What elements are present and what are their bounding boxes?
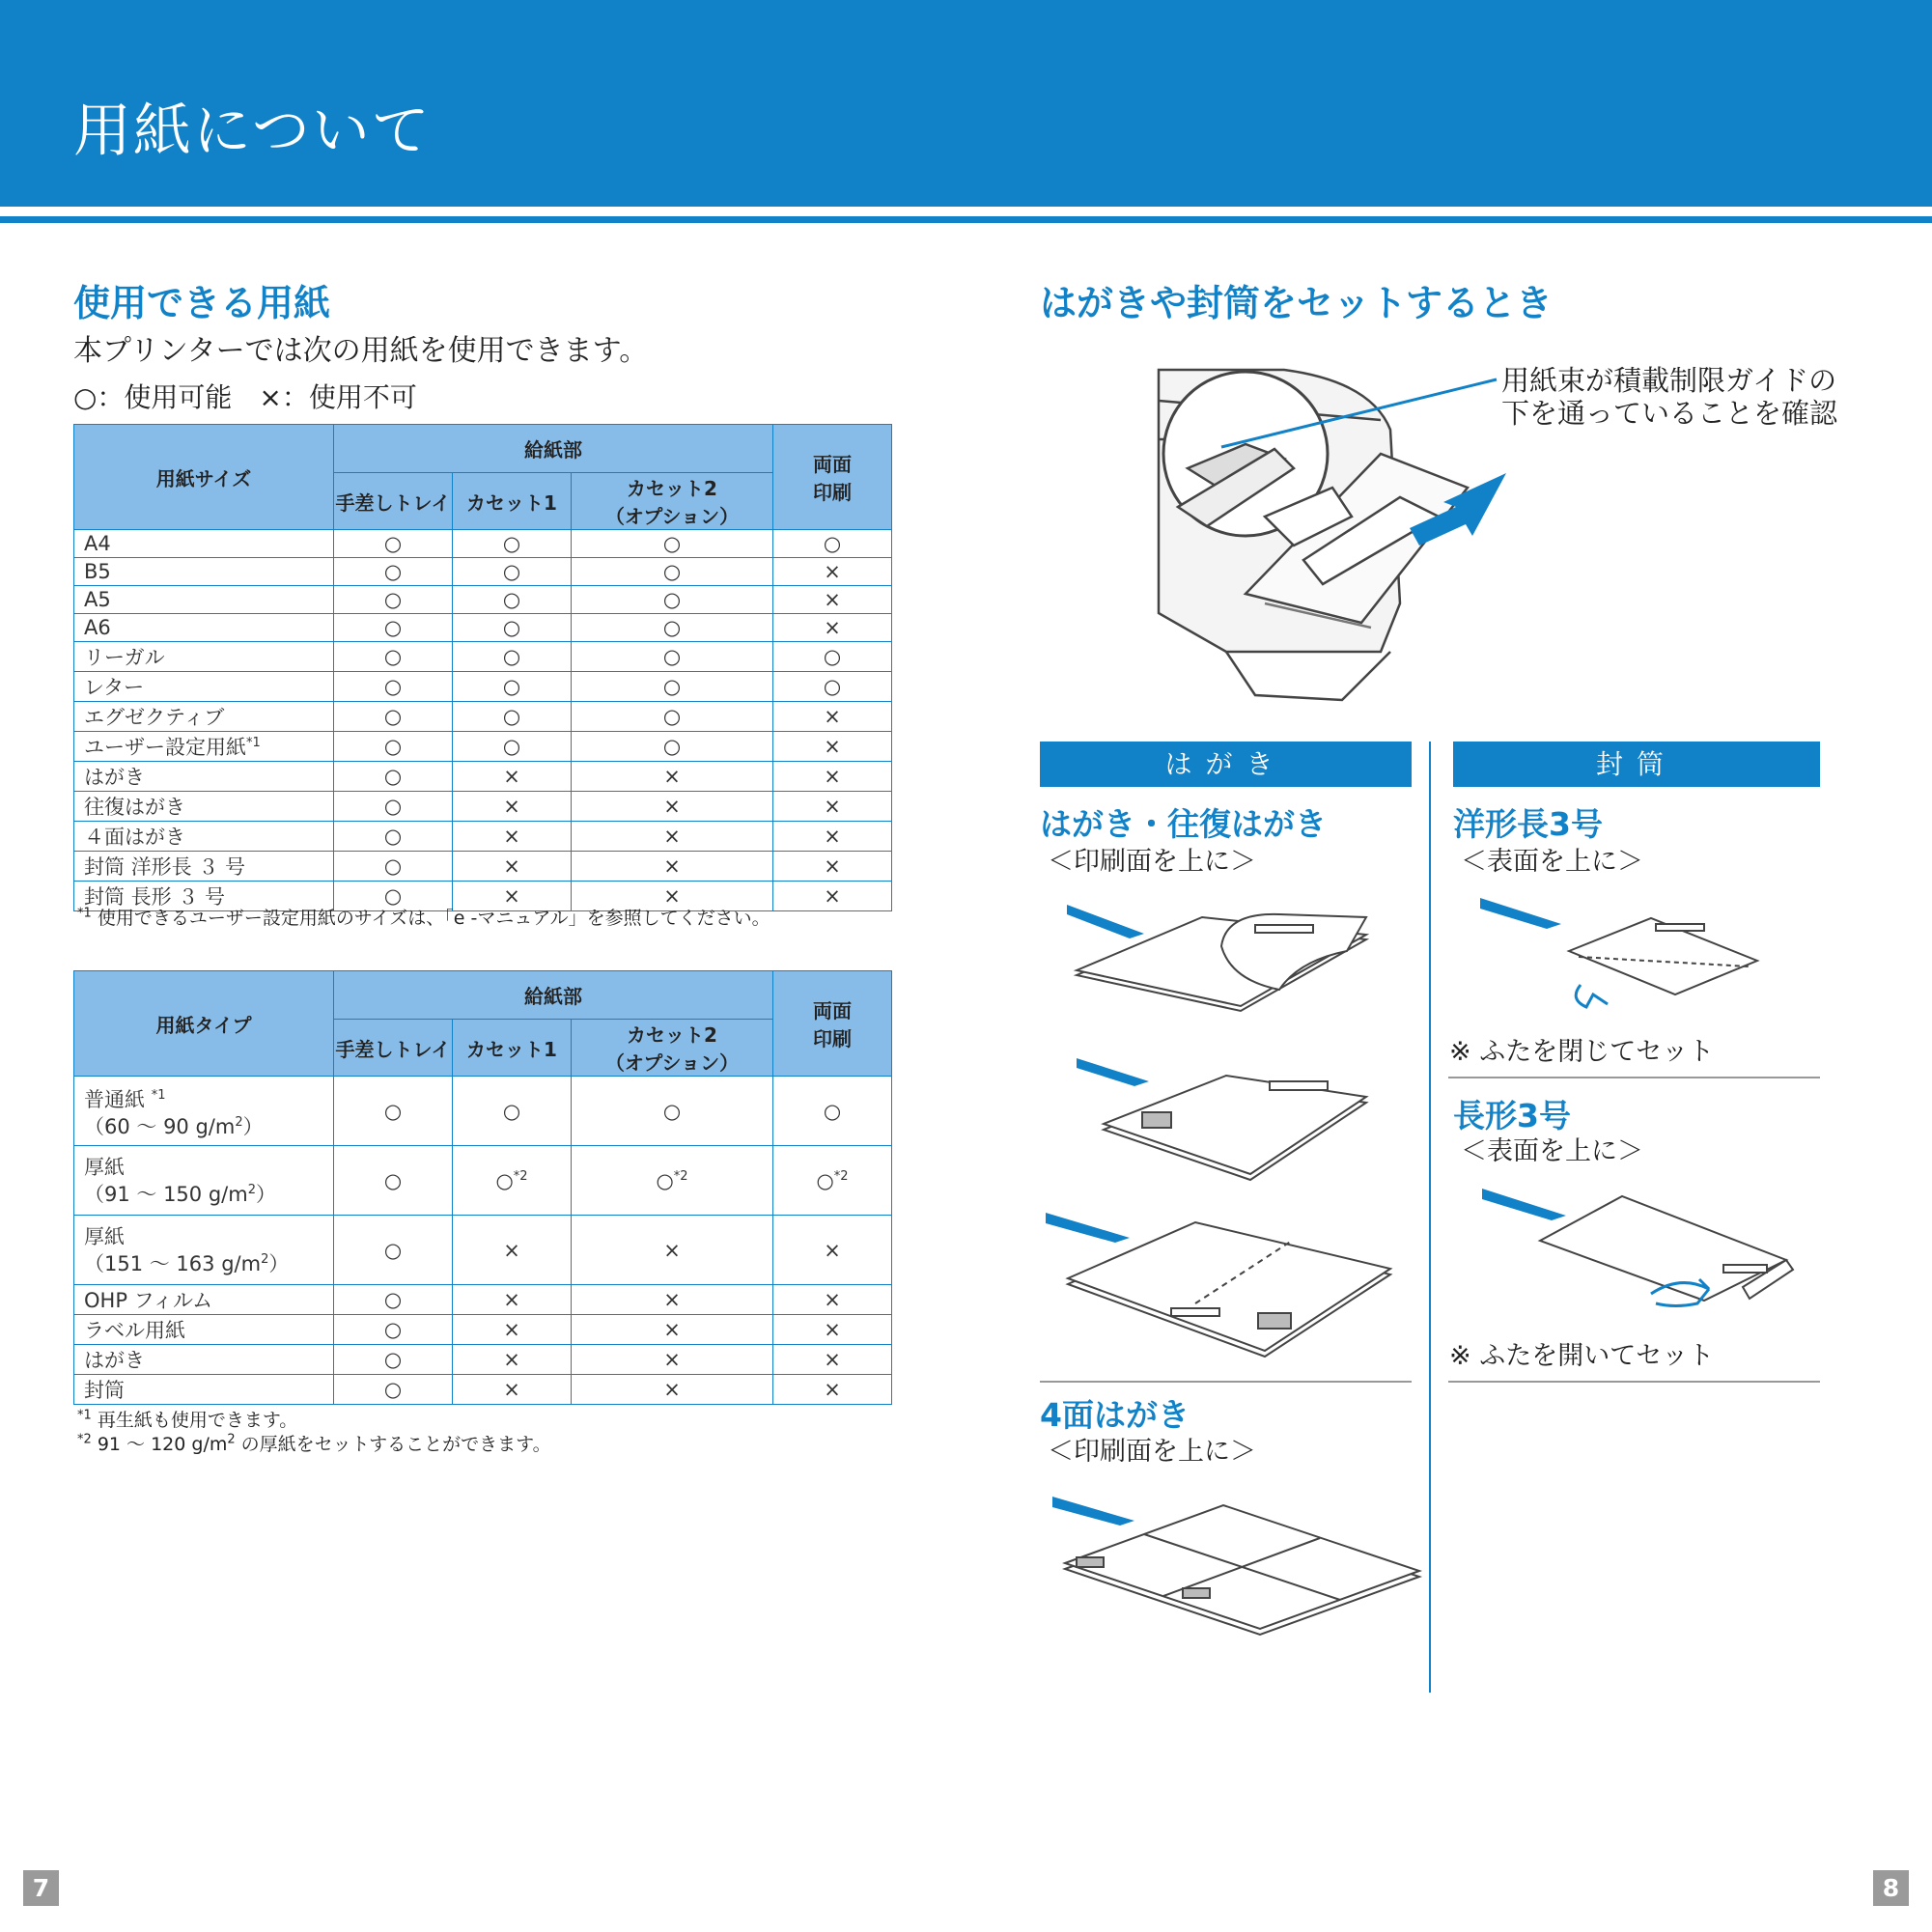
- availability-cell: ×: [453, 762, 572, 792]
- availability-cell: ×: [773, 702, 892, 732]
- paper-size-name: A5: [74, 586, 334, 614]
- availability-cell: ○: [334, 530, 453, 558]
- table-row: [74, 1077, 892, 1146]
- availability-cell: ×: [572, 822, 773, 852]
- section-title-postcard-envelope: はがきや封筒をセットするとき: [1040, 282, 1553, 324]
- availability-cell: ×: [773, 1375, 892, 1405]
- paper-size-name: レター: [74, 672, 334, 702]
- header-feed-source: 給紙部: [334, 425, 773, 473]
- availability-cell: ×: [773, 882, 892, 911]
- table-row: [74, 822, 892, 852]
- availability-cell: ○: [334, 642, 453, 672]
- table-row: [74, 672, 892, 702]
- availability-cell: ×: [453, 822, 572, 852]
- availability-cell: ×: [773, 1285, 892, 1315]
- printer-illustration: [1149, 362, 1554, 705]
- paper-type-name: はがき: [74, 1345, 334, 1375]
- availability-cell: ○: [453, 1077, 572, 1146]
- paper-size-table: [73, 424, 892, 911]
- availability-cell: ○: [572, 586, 773, 614]
- availability-cell: ×: [773, 1315, 892, 1345]
- availability-cell: ○: [773, 642, 892, 672]
- table-row: [74, 732, 892, 762]
- table-row: [74, 558, 892, 586]
- envelope-western-orientation: ＜表面を上に＞: [1461, 847, 1643, 877]
- availability-cell: ×: [773, 762, 892, 792]
- availability-cell: ×: [773, 822, 892, 852]
- table-row: [74, 1146, 892, 1216]
- table-row: [74, 1285, 892, 1315]
- availability-cell: ○: [453, 530, 572, 558]
- availability-cell: ×: [453, 1216, 572, 1285]
- availability-cell: ×: [773, 732, 892, 762]
- envelope-divider: [1448, 1077, 1820, 1078]
- availability-cell: ×: [773, 852, 892, 882]
- availability-cell: ×: [773, 586, 892, 614]
- table-row: [74, 1375, 892, 1405]
- availability-cell: ○: [334, 732, 453, 762]
- availability-cell: ○: [334, 702, 453, 732]
- arrow-icon: [1067, 905, 1144, 938]
- availability-cell: ○: [773, 530, 892, 558]
- envelope-bottom-divider: [1448, 1381, 1820, 1383]
- size-table-footnote: $^{*1}$ 使用できるユーザー設定用紙のサイズは、「e -マニュアル」を参照してください。: [77, 906, 770, 929]
- table-row: [74, 792, 892, 822]
- header-cassette2: カセット2 （オプション）: [572, 473, 773, 530]
- four-postcard-illustration: [1048, 1492, 1424, 1641]
- paper-size-name: 封筒 長形 ３ 号: [74, 882, 334, 911]
- long-envelope-illustration: [1477, 1183, 1796, 1323]
- paper-size-name: A4: [74, 530, 334, 558]
- paper-type-name: ラベル用紙: [74, 1315, 334, 1345]
- availability-cell: ○: [453, 558, 572, 586]
- availability-cell: ○: [453, 586, 572, 614]
- availability-cell: ×: [572, 762, 773, 792]
- availability-cell: ○$^{*2}$: [453, 1146, 572, 1216]
- availability-cell: ○: [453, 642, 572, 672]
- envelope-western-heading: 洋形長3号: [1453, 805, 1603, 843]
- availability-cell: ○: [572, 672, 773, 702]
- table-row: [74, 642, 892, 672]
- header-duplex: 両面 印刷: [773, 425, 892, 530]
- postcard-illustration: [1057, 893, 1386, 1014]
- availability-cell: ×: [453, 1285, 572, 1315]
- availability-cell: ○: [334, 672, 453, 702]
- availability-cell: ○: [334, 762, 453, 792]
- availability-cell: ○: [453, 702, 572, 732]
- availability-cell: ×: [572, 1375, 773, 1405]
- table-row: [74, 530, 892, 558]
- arrow-icon: [1052, 1497, 1134, 1526]
- paper-size-name: リーガル: [74, 642, 334, 672]
- availability-cell: ○: [572, 558, 773, 586]
- availability-cell: ×: [453, 852, 572, 882]
- arrow-icon: [1077, 1058, 1149, 1086]
- table-row: [74, 702, 892, 732]
- arrow-icon: [1482, 1189, 1566, 1220]
- availability-cell: ×: [453, 1345, 572, 1375]
- availability-cell: ×: [453, 1315, 572, 1345]
- table-row: [74, 1216, 892, 1285]
- availability-cell: ○: [453, 614, 572, 642]
- paper-type-name: 厚紙 （151 ～ 163 $g/m^2$）: [74, 1216, 334, 1285]
- availability-cell: ×: [773, 1345, 892, 1375]
- paper-size-name: A6: [74, 614, 334, 642]
- availability-cell: ○$^{*2}$: [773, 1146, 892, 1216]
- availability-cell: ○: [572, 732, 773, 762]
- symbol-legend: ○：使用可能 ×：使用不可: [73, 381, 417, 413]
- availability-cell: ×: [453, 1375, 572, 1405]
- return-postcard-illustration: [1067, 1052, 1376, 1183]
- section-subtitle: 本プリンターでは次の用紙を使用できます。: [73, 334, 649, 368]
- paper-size-name: ユーザー設定用紙$^{*1}$: [74, 732, 334, 762]
- header-cassette2: カセット2 （オプション）: [572, 1020, 773, 1077]
- availability-cell: ×: [572, 1285, 773, 1315]
- availability-cell: ×: [572, 882, 773, 911]
- availability-cell: ○: [334, 1077, 453, 1146]
- availability-cell: ×: [773, 792, 892, 822]
- availability-cell: ○: [334, 1285, 453, 1315]
- paper-size-name: ４面はがき: [74, 822, 334, 852]
- availability-cell: ○: [334, 614, 453, 642]
- availability-cell: ○: [334, 1375, 453, 1405]
- western-envelope-illustration: [1472, 893, 1762, 1014]
- availability-cell: ○: [334, 792, 453, 822]
- table-row: [74, 614, 892, 642]
- four-postcard-heading: 4面はがき: [1040, 1396, 1190, 1434]
- paper-type-name: 普通紙 $^{*1}$ （60 ～ 90 $g/m^2$）: [74, 1077, 334, 1146]
- postcard-orientation: ＜印刷面を上に＞: [1048, 847, 1256, 877]
- paper-type-table: [73, 970, 892, 1405]
- header-manual-tray: 手差しトレイ: [334, 473, 453, 530]
- availability-cell: ○: [334, 586, 453, 614]
- column-divider: [1429, 742, 1431, 1693]
- section-title-usable-paper: 使用できる用紙: [73, 282, 331, 324]
- availability-cell: ○: [334, 822, 453, 852]
- availability-cell: ×: [773, 1216, 892, 1285]
- paper-type-name: OHP フィルム: [74, 1285, 334, 1315]
- header-paper-type: 用紙タイプ: [74, 971, 334, 1077]
- envelope-long-heading: 長形3号: [1453, 1097, 1571, 1134]
- type-table-footnote-1: $^{*1}$ 再生紙も使用できます。: [77, 1408, 298, 1431]
- guide-callout: 用紙束が積載制限ガイドの 下を通っていることを確認: [1501, 364, 1838, 430]
- envelope-bar: 封筒: [1453, 742, 1820, 787]
- postcard-bar: はがき: [1040, 742, 1412, 787]
- availability-cell: ○$^{*2}$: [572, 1146, 773, 1216]
- envelope-western-note: ※ ふたを閉じてセット: [1449, 1037, 1715, 1067]
- availability-cell: ○: [572, 614, 773, 642]
- availability-cell: ○: [572, 530, 773, 558]
- availability-cell: ×: [572, 1216, 773, 1285]
- postcard-heading: はがき・往復はがき: [1040, 805, 1327, 843]
- envelope-long-orientation: ＜表面を上に＞: [1461, 1136, 1643, 1166]
- paper-size-name: エグゼクティブ: [74, 702, 334, 732]
- availability-cell: ○: [453, 732, 572, 762]
- availability-cell: ○: [572, 702, 773, 732]
- table-row: [74, 762, 892, 792]
- table-row: [74, 852, 892, 882]
- page-number-left: 7: [23, 1870, 59, 1906]
- availability-cell: ×: [572, 1315, 773, 1345]
- table-row: [74, 586, 892, 614]
- availability-cell: ×: [453, 882, 572, 911]
- availability-cell: ○: [334, 1146, 453, 1216]
- paper-type-name: 封筒: [74, 1375, 334, 1405]
- availability-cell: ×: [572, 852, 773, 882]
- page-number-right: 8: [1873, 1870, 1909, 1906]
- availability-cell: ○: [572, 1077, 773, 1146]
- availability-cell: ○: [334, 852, 453, 882]
- header-feed-source: 給紙部: [334, 971, 773, 1020]
- header-paper-size: 用紙サイズ: [74, 425, 334, 530]
- header-rule: [0, 216, 1932, 223]
- availability-cell: ○: [334, 882, 453, 911]
- header-manual-tray: 手差しトレイ: [334, 1020, 453, 1077]
- header-cassette1: カセット1: [453, 473, 572, 530]
- availability-cell: ○: [453, 672, 572, 702]
- page-title: 用紙について: [73, 98, 432, 165]
- table-row: [74, 1315, 892, 1345]
- four-postcard-orientation: ＜印刷面を上に＞: [1048, 1437, 1256, 1467]
- postcard-divider: [1040, 1381, 1412, 1383]
- header-duplex: 両面 印刷: [773, 971, 892, 1077]
- paper-size-name: 封筒 洋形長 ３ 号: [74, 852, 334, 882]
- availability-cell: ○: [773, 1077, 892, 1146]
- availability-cell: ×: [453, 792, 572, 822]
- availability-cell: ×: [773, 614, 892, 642]
- paper-size-name: はがき: [74, 762, 334, 792]
- header-cassette1: カセット1: [453, 1020, 572, 1077]
- availability-cell: ○: [334, 1216, 453, 1285]
- availability-cell: ○: [334, 1315, 453, 1345]
- type-table-footnote-2: $^{*2}$ 91 ～ 120 $g/m^2$ の厚紙をセットすることができます。: [77, 1432, 551, 1455]
- arrow-icon: [1046, 1213, 1130, 1243]
- paper-size-name: 往復はがき: [74, 792, 334, 822]
- postcard-sheet-illustration: [1041, 1207, 1403, 1361]
- availability-cell: ○: [572, 642, 773, 672]
- arrow-icon: [1480, 898, 1561, 929]
- envelope-long-note: ※ ふたを開いてセット: [1449, 1341, 1715, 1371]
- availability-cell: ○: [334, 558, 453, 586]
- paper-size-name: B5: [74, 558, 334, 586]
- availability-cell: ○: [334, 1345, 453, 1375]
- availability-cell: ○: [773, 672, 892, 702]
- availability-cell: ×: [572, 792, 773, 822]
- availability-cell: ×: [773, 558, 892, 586]
- table-row: [74, 1345, 892, 1375]
- availability-cell: ×: [572, 1345, 773, 1375]
- paper-type-name: 厚紙 （91 ～ 150 $g/m^2$）: [74, 1146, 334, 1216]
